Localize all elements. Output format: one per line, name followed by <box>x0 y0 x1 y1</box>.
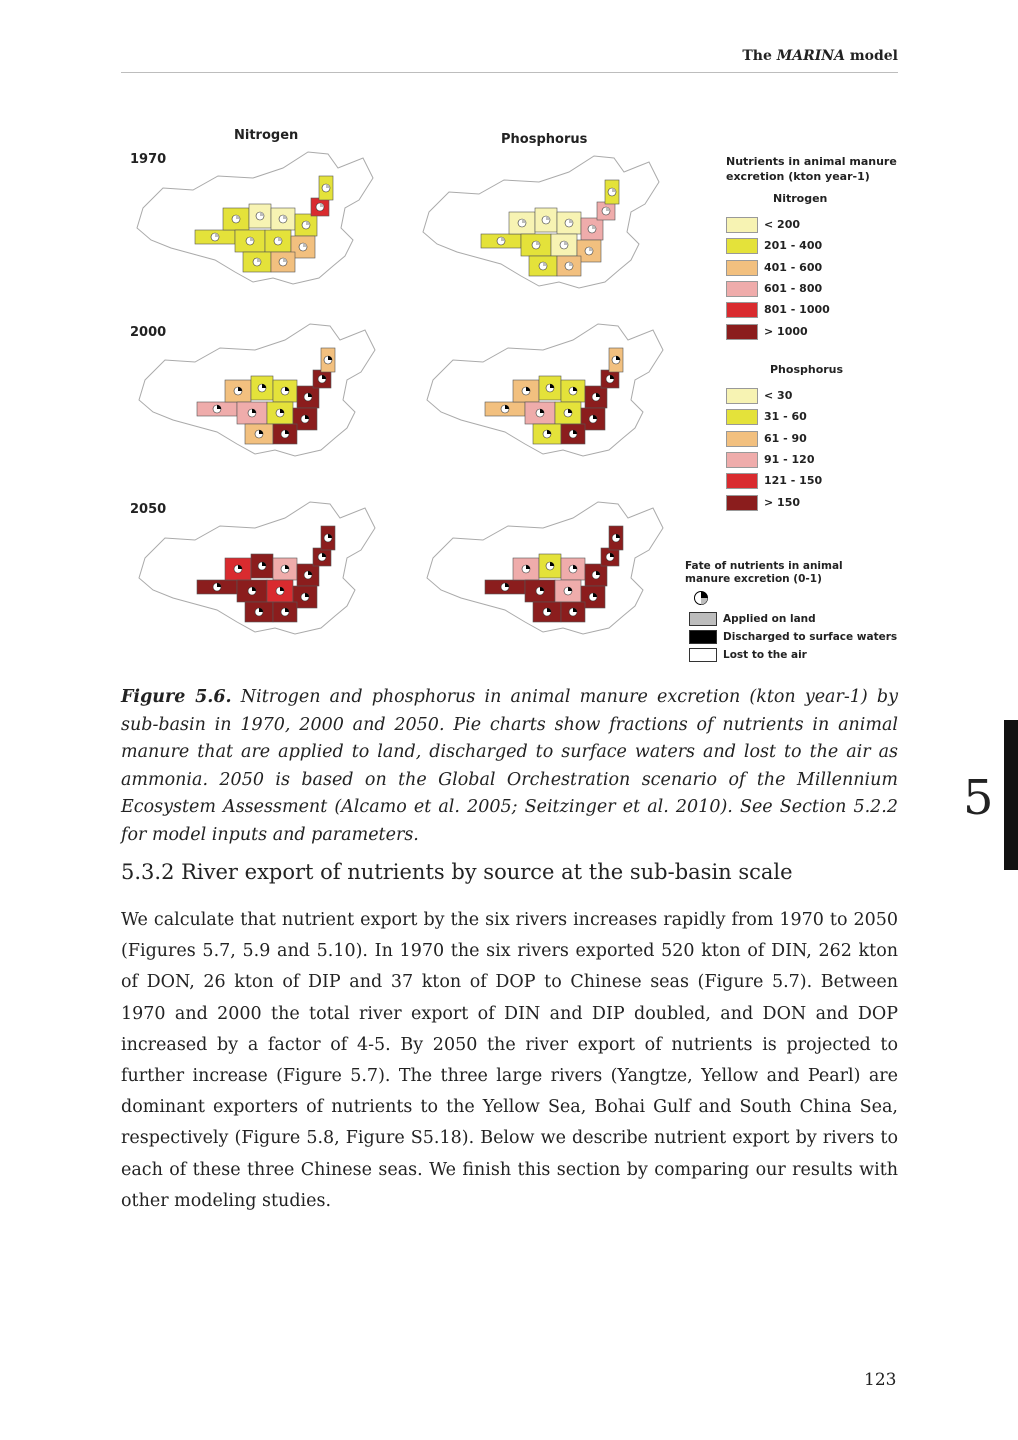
section-heading: 5.3.2 River export of nutrients by source at the sub-basin scale <box>121 860 793 884</box>
map-phosphorus-2050 <box>413 498 681 638</box>
legend-phosphorus-class-label: < 30 <box>764 389 793 402</box>
legend-nitrogen-class-swatch <box>726 260 758 276</box>
body-paragraph: We calculate that nutrient export by the six rivers increases rapidly from 1970 to 2050 (Figures 5.7, 5.9 and 5.10). In 1970 the six rivers exported 520 kton of DIN, 262 kton of DON, 26 kton of DIP and 37 kton of DOP to Chinese seas (Figure 5.7). Between 1970 and 2000 the total river export of DIN and DIP doubled, and DON and DOP increased by a factor of 4-5. By 2050 the river export of nutrients is projected to further increase (Figure 5.7). The three large rivers (Yangtze, Yellow and Pearl) are dominant exporters of nutrients to the Yellow Sea, Bohai Gulf and South China Sea, respectively (Figure 5.8, Figure S5.18). Below we describe nutrient export by rivers to each of these three Chinese seas. We finish this section by comparing our results with other modeling studies. <box>121 910 898 1211</box>
legend-nitrogen-class-label: 201 - 400 <box>764 239 823 253</box>
legend-phosphorus-class-swatch <box>726 388 758 404</box>
map-phosphorus-2000 <box>413 320 681 460</box>
legend-phosphorus-class-swatch <box>726 431 758 447</box>
legend-phosphorus-class-label: 61 - 90 <box>764 431 807 445</box>
fate-label: Applied on land <box>723 613 816 625</box>
legend-phosphorus-class-swatch <box>726 473 758 489</box>
map-nitrogen-2000 <box>125 320 393 460</box>
legend-phosphorus-class-swatch <box>726 452 758 468</box>
map-phosphorus-1970 <box>409 152 677 292</box>
column-title-nitrogen: Nitrogen <box>234 128 299 143</box>
legend-nitrogen-class-label: 801 - 1000 <box>764 303 830 317</box>
page-number: 123 <box>864 1370 897 1390</box>
legend-nitrogen-class-swatch <box>726 281 758 297</box>
fate-label: Lost to the air <box>723 649 807 661</box>
legend-phosphorus-class-swatch <box>726 495 758 511</box>
legend-fate <box>685 560 901 664</box>
legend-phosphorus-class-label: 121 - 150 <box>764 474 823 488</box>
figure-caption-label: Figure 5.6. <box>121 687 232 707</box>
chapter-tab-bar <box>1004 720 1018 870</box>
legend-nitrogen-class-label: 401 - 600 <box>764 260 823 274</box>
map-nitrogen-1970 <box>123 148 391 288</box>
fate-pie-icon <box>693 590 709 606</box>
legend-fate-title: Fate of nutrients in animal manure excretion (0-1) <box>685 560 843 585</box>
legend-phosphorus-class-label: > 150 <box>764 495 801 509</box>
fate-swatch <box>689 648 717 662</box>
running-header <box>121 44 898 73</box>
running-header-title: The MARINA model <box>742 48 898 64</box>
figure-caption-text: Nitrogen and phosphorus in animal manure excretion (kton year-1) by sub-basin in 1970, 2000 and 2050. Pie charts show fractions of nutrients in animal manure that are applied to land, discharged to surface waters and lost to the air as ammonia. 2050 is based on the Global Orchestration scenario of the Millennium Ecosystem Assessment (Alcamo et al. 2005; Seitzinger et al. 2010). See Section 5.2.2 for model inputs and parameters. <box>121 687 898 845</box>
legend-nitrogen-class-label: 601 - 800 <box>764 281 823 295</box>
legend-nutrients <box>726 154 901 514</box>
legend-phosphorus-class-swatch <box>726 409 758 425</box>
legend-phosphorus-class-label: 31 - 60 <box>764 410 807 424</box>
map-nitrogen-2050 <box>125 498 393 638</box>
year-label-2050: 2050 <box>130 502 167 517</box>
year-label-1970: 1970 <box>130 152 167 167</box>
legend-nitrogen-class-label: > 1000 <box>764 324 808 338</box>
fate-swatch <box>689 612 717 626</box>
chapter-number: 5 <box>963 770 994 826</box>
legend-nitrogen-class-swatch <box>726 302 758 318</box>
legend-nitrogen-class-swatch <box>726 217 758 233</box>
legend-title: Nutrients in animal manure excretion (kton year-1) <box>726 155 897 183</box>
legend-nitrogen-class-label: < 200 <box>764 218 801 231</box>
legend-nitrogen-label: Nitrogen <box>773 192 828 205</box>
legend-nitrogen-class-swatch <box>726 238 758 254</box>
figure-5-6 <box>121 118 901 670</box>
fate-label: Discharged to surface waters <box>723 631 898 643</box>
legend-phosphorus-class-label: 91 - 120 <box>764 452 815 466</box>
figure-caption <box>121 684 898 849</box>
year-label-2000: 2000 <box>130 325 167 340</box>
column-title-phosphorus: Phosphorus <box>501 132 588 147</box>
legend-phosphorus-label: Phosphorus <box>770 363 844 376</box>
legend-nitrogen-class-swatch <box>726 324 758 340</box>
fate-swatch <box>689 630 717 644</box>
